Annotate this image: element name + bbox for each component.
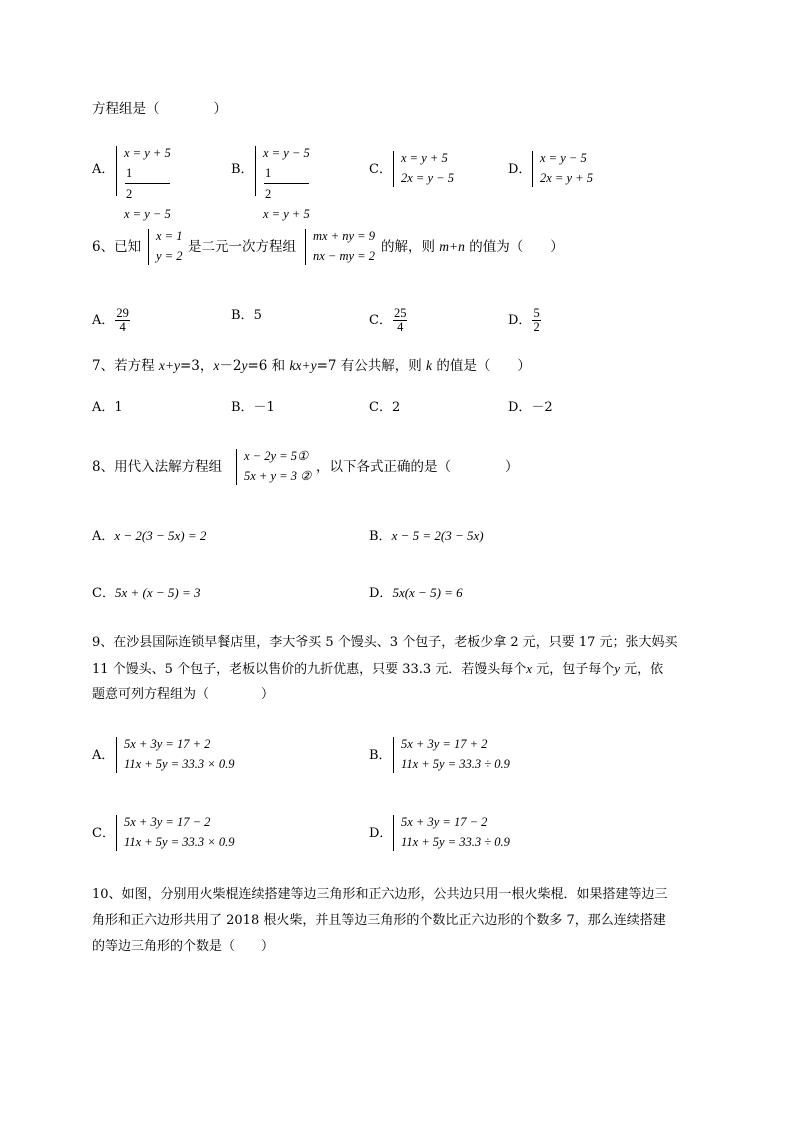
q8-suffix: ，以下各式正确的是（ ） [316,459,519,475]
q8-prefix: 8、用代入法解方程组 [92,459,223,475]
q5-option-a-label: A． [92,162,115,177]
q7-option-d: D．－2 [508,400,553,415]
q7-option-c: C．2 [369,400,401,415]
q8-option-d: D．5x(x − 5) = 6 [369,585,463,601]
q9-line-3: 题意可列方程组为（ ） [92,687,275,702]
q6-solution-system [146,226,182,266]
q5-a-eq2: x = y − 5 [124,207,171,221]
q9-b-eq2: 11x + 5y = 33.3 ÷ 0.9 [401,757,510,771]
q9-b-eq1: 5x + 3y = 17 + 2 [401,737,488,751]
q8-eq1: x − 2y = 5① [244,449,309,463]
q8-option-a: A．x − 2(3 − 5x) = 2 [92,528,207,544]
brace [236,449,245,485]
q6-sys1-eq1: x = 1 [156,229,183,243]
q6-sys2-eq1: mx + ny = 9 [313,229,375,243]
q9-option-c-system [114,812,234,852]
q9-a-eq2: 11x + 5y = 33.3 × 0.9 [124,757,235,771]
q5-b-eq1: x = y − 5 [263,146,310,160]
brace [116,815,125,851]
q9-d-eq2: 11x + 5y = 33.3 ÷ 0.9 [401,835,510,849]
q5-d-eq1: x = y − 5 [540,151,587,165]
q7-stem: 7、若方程 x+y=3，x－2y=6 和 kx+y=7 有公共解，则 k 的值是（ ） [92,358,531,374]
q9-line-1: 9、在沙县国际连锁早餐店里，李大爷买 5 个馒头、3 个包子，老板少拿 2 元，只要 17 元；张大妈买 [92,635,678,650]
q6-equation-system [303,226,375,266]
brace [393,151,402,187]
q5-option-c-label: C． [369,162,392,177]
q6-option-d: D． $\frac{5}{2}$ [508,306,540,334]
q5-b-eq2: x = y + 5 [263,207,310,221]
q5-option-c-system [391,148,454,188]
brace [255,146,264,196]
q9-option-d-label: D． [369,826,393,841]
q5-stem: 方程组是（ ） [92,101,227,117]
q6-middle: 是二元一次方程组 [188,239,296,255]
q9-option-b-system [391,734,510,774]
q9-c-eq1: 5x + 3y = 17 − 2 [124,815,211,829]
q5-option-b-label: B． [231,162,254,177]
q8-option-b: B．x − 5 = 2(3 − 5x) [369,528,484,544]
q5-option-b-system [253,143,310,224]
brace [148,229,157,265]
fraction: 1 2 [125,163,170,204]
q6-sys2-eq2: nx − my = 2 [313,249,375,263]
fraction: 1 2 [264,163,309,204]
brace [532,151,541,187]
q6-option-b: B．5 [231,308,262,323]
q10-line-2: 角形和正六边形共用了 2018 根火柴，并且等边三角形的个数比正六边形的个数多 7，那么连续搭建 [92,913,666,928]
q7-option-a: A．1 [92,400,123,415]
q8-option-c: C．5x + (x − 5) = 3 [92,585,201,601]
q6-sys1-eq2: y = 2 [156,249,183,263]
brace [116,737,125,773]
q5-option-d-system [530,148,593,188]
q5-a-eq1: x = y + 5 [124,146,171,160]
q7-option-b: B．－1 [231,400,275,415]
q9-option-a-label: A． [92,748,115,763]
q9-option-b-label: B． [369,748,392,763]
q5-c-eq1: x = y + 5 [401,151,448,165]
q9-option-a-system [114,734,234,774]
q9-option-d-system [391,812,510,852]
q9-option-c-label: C． [92,826,115,841]
q6-option-c: C． $\frac{25}{4}$ [369,306,407,334]
q10-line-1: 10、如图，分别用火柴棍连续搭建等边三角形和正六边形，公共边只用一根火柴棍．如果搭建等边三 [92,887,668,902]
q8-eq2: 5x + y = 3 ② [244,469,312,483]
brace [116,146,125,196]
q9-d-eq1: 5x + 3y = 17 − 2 [401,815,488,829]
q8-system [234,446,311,486]
q6-suffix: 的解，则 m+n 的值为（ ） [381,239,564,255]
q5-option-d-label: D． [508,162,532,177]
brace [393,815,402,851]
q5-c-eq2: 2x = y − 5 [401,171,454,185]
brace [393,737,402,773]
q9-line-2: 11 个馒头、5 个包子，老板以售价的九折优惠，只要 33.3 元．若馒头每个x 元，包子每个y 元，依 [92,661,664,677]
q9-a-eq1: 5x + 3y = 17 + 2 [124,737,211,751]
q5-option-a-system [114,143,171,224]
brace [305,229,314,265]
q10-line-3: 的等边三角形的个数是（ ） [92,939,275,954]
q9-c-eq2: 11x + 5y = 33.3 × 0.9 [124,835,235,849]
q6-option-a: A． $\frac{29}{4}$ [92,306,129,334]
q5-d-eq2: 2x = y + 5 [540,171,593,185]
q6-prefix: 6、已知 [92,239,142,255]
